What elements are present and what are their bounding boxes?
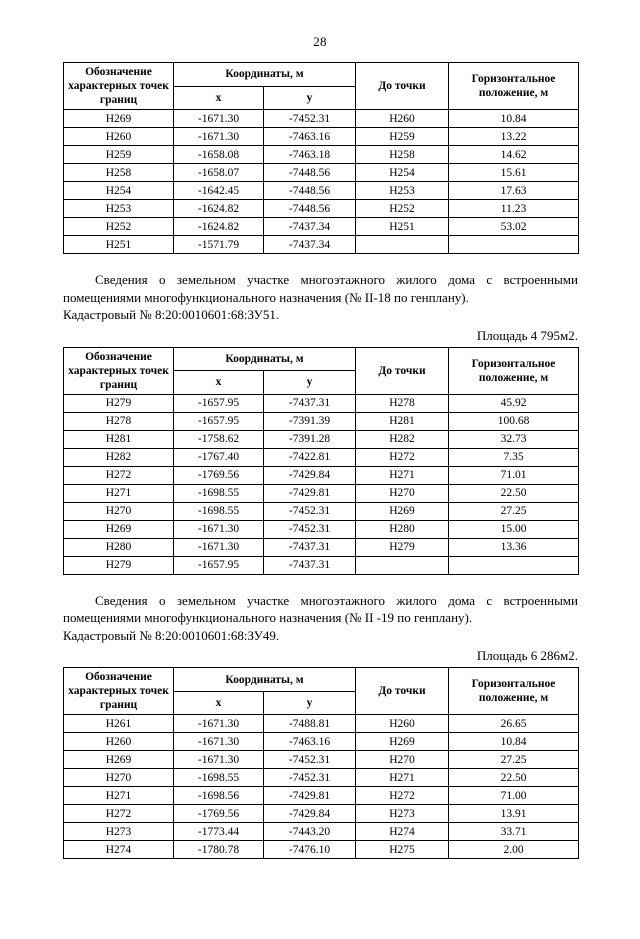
coordinates-table-3 [63, 667, 579, 859]
cell-y: -7452.31 [264, 520, 356, 538]
cell-y: -7476.10 [264, 841, 356, 859]
cell-horizontal [449, 556, 579, 574]
header-horizontal: Горизонтальное положение, м [449, 668, 579, 715]
cell-point: Н260 [64, 733, 174, 751]
cell-horizontal: 27.25 [449, 502, 579, 520]
cell-point: Н254 [64, 182, 174, 200]
cell-to-point: Н274 [356, 823, 449, 841]
cell-point: Н253 [64, 200, 174, 218]
cell-to-point: Н272 [356, 787, 449, 805]
cell-to-point: Н270 [356, 484, 449, 502]
cell-x: -1758.62 [174, 430, 264, 448]
table-row [64, 733, 579, 751]
cell-x: -1671.30 [174, 128, 264, 146]
cell-point: Н269 [64, 751, 174, 769]
cell-point: Н271 [64, 787, 174, 805]
cell-horizontal: 71.01 [449, 466, 579, 484]
cell-y: -7429.84 [264, 466, 356, 484]
cell-y: -7429.81 [264, 484, 356, 502]
cell-y: -7391.28 [264, 430, 356, 448]
cell-x: -1671.30 [174, 110, 264, 128]
cell-horizontal: 10.84 [449, 110, 579, 128]
cell-x: -1658.07 [174, 164, 264, 182]
cell-to-point: Н281 [356, 412, 449, 430]
table-row [64, 502, 579, 520]
table-body-1 [64, 110, 579, 254]
cell-to-point: Н259 [356, 128, 449, 146]
cell-to-point: Н282 [356, 430, 449, 448]
cell-to-point: Н275 [356, 841, 449, 859]
table-row [64, 520, 579, 538]
page-number: 28 [313, 34, 327, 49]
cell-y: -7448.56 [264, 182, 356, 200]
cell-y: -7443.20 [264, 823, 356, 841]
cell-horizontal: 26.65 [449, 715, 579, 733]
cell-to-point: Н254 [356, 164, 449, 182]
table-row [64, 448, 579, 466]
table-row [64, 412, 579, 430]
cell-horizontal: 17.63 [449, 182, 579, 200]
cell-horizontal: 13.91 [449, 805, 579, 823]
header-to-point: До точки [356, 347, 449, 394]
cell-x: -1769.56 [174, 466, 264, 484]
cell-horizontal: 53.02 [449, 218, 579, 236]
cell-horizontal: 45.92 [449, 394, 579, 412]
cell-x: -1698.56 [174, 787, 264, 805]
cell-x: -1571.79 [174, 236, 264, 254]
header-horizontal: Горизонтальное положение, м [449, 63, 579, 110]
header-y: y [264, 691, 356, 715]
table-row [64, 128, 579, 146]
cell-x: -1698.55 [174, 484, 264, 502]
cell-to-point: Н258 [356, 146, 449, 164]
section-2-area: Площадь 4 795м2. [476, 327, 578, 343]
cell-point: Н269 [64, 520, 174, 538]
cell-to-point: Н273 [356, 805, 449, 823]
cell-to-point: Н271 [356, 466, 449, 484]
header-designation: Обозначение характерных точек границ [64, 63, 174, 110]
table-row [64, 823, 579, 841]
cell-to-point: Н278 [356, 394, 449, 412]
cell-x: -1773.44 [174, 823, 264, 841]
table-row [64, 430, 579, 448]
cell-horizontal: 71.00 [449, 787, 579, 805]
coordinates-table-2 [63, 347, 579, 575]
cell-point: Н279 [64, 394, 174, 412]
cell-x: -1671.30 [174, 715, 264, 733]
cell-to-point: Н270 [356, 751, 449, 769]
document-page [0, 34, 640, 939]
cell-horizontal: 14.62 [449, 146, 579, 164]
table-row [64, 218, 579, 236]
cell-horizontal: 33.71 [449, 823, 579, 841]
cell-to-point: Н269 [356, 733, 449, 751]
cell-point: Н259 [64, 146, 174, 164]
table-body-2 [64, 394, 579, 574]
cell-point: Н260 [64, 128, 174, 146]
cell-horizontal: 7.35 [449, 448, 579, 466]
cell-x: -1671.30 [174, 733, 264, 751]
header-y: y [264, 371, 356, 395]
coordinates-table-1 [63, 62, 579, 254]
cell-to-point: Н280 [356, 520, 449, 538]
cell-horizontal: 13.22 [449, 128, 579, 146]
header-coordinates: Координаты, м [174, 347, 356, 371]
cell-point: Н281 [64, 430, 174, 448]
cell-point: Н269 [64, 110, 174, 128]
table-header-row [64, 668, 579, 692]
cell-horizontal: 15.61 [449, 164, 579, 182]
cell-y: -7437.34 [264, 236, 356, 254]
cell-y: -7463.16 [264, 733, 356, 751]
cell-x: -1657.95 [174, 556, 264, 574]
table-row [64, 805, 579, 823]
section-3-cadastral: Кадастровый № 8:20:0010601:68:ЗУ49. [63, 627, 280, 643]
cell-point: Н278 [64, 412, 174, 430]
table-row [64, 841, 579, 859]
cell-y: -7437.31 [264, 394, 356, 412]
cell-point: Н271 [64, 484, 174, 502]
table-row [64, 110, 579, 128]
header-to-point: До точки [356, 63, 449, 110]
table-row [64, 466, 579, 484]
cell-y: -7437.34 [264, 218, 356, 236]
table-header-2 [64, 347, 579, 394]
cell-y: -7488.81 [264, 715, 356, 733]
cell-x: -1657.95 [174, 394, 264, 412]
cell-to-point [356, 236, 449, 254]
cell-horizontal: 15.00 [449, 520, 579, 538]
header-coordinates: Координаты, м [174, 668, 356, 692]
cell-horizontal: 13.36 [449, 538, 579, 556]
header-horizontal: Горизонтальное положение, м [449, 347, 579, 394]
cell-x: -1767.40 [174, 448, 264, 466]
cell-to-point: Н260 [356, 110, 449, 128]
cell-y: -7452.31 [264, 110, 356, 128]
table-body-3 [64, 715, 579, 859]
section-3-paragraph-main: Сведения о земельном участке многоэтажного жилого дома с встроенными помещениями многофункционального назначения (№ II -19 по генплану). [63, 592, 578, 626]
cell-y: -7422.81 [264, 448, 356, 466]
table-row [64, 715, 579, 733]
cell-horizontal: 22.50 [449, 769, 579, 787]
table-row [64, 146, 579, 164]
cell-to-point: Н260 [356, 715, 449, 733]
cell-horizontal: 100.68 [449, 412, 579, 430]
section-2-paragraph-main: Сведения о земельном участке многоэтажного жилого дома с встроенными помещениями многофункционального назначения (№ II-18 по генплану). [63, 272, 578, 305]
header-coordinates: Координаты, м [174, 63, 356, 87]
cell-point: Н272 [64, 466, 174, 484]
cell-y: -7452.31 [264, 751, 356, 769]
cell-horizontal [449, 236, 579, 254]
cell-point: Н279 [64, 556, 174, 574]
cell-x: -1642.45 [174, 182, 264, 200]
table-row [64, 164, 579, 182]
cell-x: -1624.82 [174, 200, 264, 218]
page-content [63, 62, 578, 859]
cell-y: -7463.18 [264, 146, 356, 164]
cell-x: -1671.30 [174, 538, 264, 556]
section-2-paragraph [63, 271, 578, 324]
table-header-row [64, 63, 579, 87]
table-row [64, 538, 579, 556]
cell-x: -1698.55 [174, 502, 264, 520]
table-header-row [64, 347, 579, 371]
header-x: x [174, 371, 264, 395]
cell-point: Н251 [64, 236, 174, 254]
cell-point: Н258 [64, 164, 174, 182]
cell-to-point: Н269 [356, 502, 449, 520]
header-designation: Обозначение характерных точек границ [64, 668, 174, 715]
cell-point: Н280 [64, 538, 174, 556]
cell-horizontal: 11.23 [449, 200, 579, 218]
cell-point: Н261 [64, 715, 174, 733]
cell-x: -1658.08 [174, 146, 264, 164]
table-row [64, 200, 579, 218]
header-designation: Обозначение характерных точек границ [64, 347, 174, 394]
cell-y: -7391.39 [264, 412, 356, 430]
cell-x: -1698.55 [174, 769, 264, 787]
cell-to-point: Н272 [356, 448, 449, 466]
cell-horizontal: 27.25 [449, 751, 579, 769]
cell-y: -7463.16 [264, 128, 356, 146]
table-row [64, 484, 579, 502]
table-row [64, 787, 579, 805]
cell-horizontal: 2.00 [449, 841, 579, 859]
cell-point: Н272 [64, 805, 174, 823]
cell-y: -7448.56 [264, 164, 356, 182]
cell-point: Н273 [64, 823, 174, 841]
cell-x: -1780.78 [174, 841, 264, 859]
cell-y: -7452.31 [264, 769, 356, 787]
cell-y: -7437.31 [264, 538, 356, 556]
cell-y: -7448.56 [264, 200, 356, 218]
cell-point: Н282 [64, 448, 174, 466]
cell-to-point: Н251 [356, 218, 449, 236]
table-row [64, 556, 579, 574]
cell-y: -7429.84 [264, 805, 356, 823]
cell-y: -7452.31 [264, 502, 356, 520]
cell-x: -1657.95 [174, 412, 264, 430]
cell-x: -1671.30 [174, 751, 264, 769]
section-3-area: Площадь 6 286м2. [476, 648, 578, 664]
cell-to-point: Н253 [356, 182, 449, 200]
header-y: y [264, 86, 356, 110]
cell-x: -1624.82 [174, 218, 264, 236]
cell-to-point: Н271 [356, 769, 449, 787]
cell-y: -7437.31 [264, 556, 356, 574]
cell-to-point: Н252 [356, 200, 449, 218]
cell-point: Н270 [64, 502, 174, 520]
cell-point: Н270 [64, 769, 174, 787]
section-3-paragraph [63, 592, 578, 645]
header-x: x [174, 691, 264, 715]
section-2-cadastral: Кадастровый № 8:20:0010601:68:ЗУ51. [63, 307, 280, 323]
cell-horizontal: 10.84 [449, 733, 579, 751]
header-to-point: До точки [356, 668, 449, 715]
table-row [64, 751, 579, 769]
cell-point: Н252 [64, 218, 174, 236]
cell-to-point [356, 556, 449, 574]
cell-x: -1769.56 [174, 805, 264, 823]
table-row [64, 769, 579, 787]
cell-point: Н274 [64, 841, 174, 859]
cell-x: -1671.30 [174, 520, 264, 538]
cell-y: -7429.81 [264, 787, 356, 805]
cell-to-point: Н279 [356, 538, 449, 556]
cell-horizontal: 22.50 [449, 484, 579, 502]
table-row [64, 236, 579, 254]
table-header-3 [64, 668, 579, 715]
cell-horizontal: 32.73 [449, 430, 579, 448]
table-row [64, 182, 579, 200]
table-header-1 [64, 63, 579, 110]
table-row [64, 394, 579, 412]
header-x: x [174, 86, 264, 110]
